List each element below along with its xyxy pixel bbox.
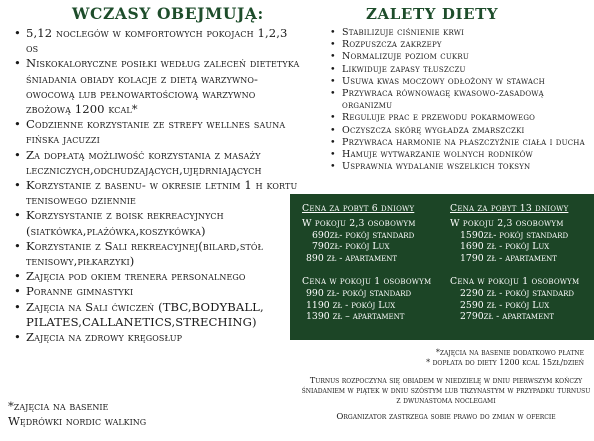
- pool-note: *zajęcia na basenie: [8, 399, 109, 413]
- list-item: • Zajęcia pod okiem trenera personalnego: [14, 269, 300, 284]
- price-group-single: Cena w pokoju 1 osobowym: [302, 275, 432, 287]
- list-item: • Normalizuje poziom cukru: [327, 51, 587, 63]
- extra-notes: [8, 399, 298, 429]
- pool-fee-note: *zajęcia na basenie dodatkowo płatne: [435, 348, 584, 357]
- list-item: • Niskokaloryczne posiłki według zaleceń dietetyka śniadania obiady kolacje z dietą warzywno-owocową lub pełnowartościową warzywno zbożową 1200 kcal*: [14, 56, 300, 117]
- list-item: • Za dopłatą możliwość korzystania z masaży leczniczych,odchudzających,ujędrniających: [14, 148, 300, 178]
- list-item: • Likwiduje zapasy tłuszczu: [327, 64, 587, 76]
- price-13-days: [450, 203, 592, 323]
- list-item: • 5,12 noclegów w komfortowych pokojach 1,2,3 os: [14, 26, 300, 56]
- list-item: • Oczyszcza skórę wygładza zmarszczki: [327, 125, 587, 137]
- price-row: 1790 zł - apartament: [460, 253, 557, 265]
- nordic-walking-note: Wędrówki nordic walking: [8, 414, 147, 428]
- diet-fee-note: * dopłata do diety 1200 kcal 15zł/dzień: [426, 358, 584, 367]
- list-item: • Reguluje prac e przewodu pokarmowego: [327, 112, 587, 124]
- price-row: 890 zł - apartament: [306, 253, 398, 265]
- price-row: 690zł- pokój standard: [312, 229, 415, 241]
- price-group-single: Cena w pokoju 1 osobowym: [450, 275, 580, 287]
- list-item: • Codzienne korzystanie ze strefy wellnes sauna fińska jacuzzi: [14, 117, 300, 147]
- price-6-days: [302, 203, 442, 323]
- list-item: • Przywraca równowagę kwasowo-zasadową organizmu: [327, 88, 587, 112]
- price-row: 2790zł - apartament: [460, 311, 554, 323]
- list-item: • Przywraca harmonie na płaszczyźnie ciała i ducha: [327, 137, 587, 149]
- price-row: 1190 zł - pokój Lux: [306, 299, 396, 311]
- price-row: 1690 zł - pokój Lux: [460, 241, 550, 253]
- diet-benefits-title: ZALETY DIETY: [366, 5, 499, 23]
- list-item: • Hamuje wytwarzanie wolnych rodników: [327, 149, 587, 161]
- price-row: 790zł- pokój Lux: [312, 241, 390, 253]
- price-row: 2290 zł - pokój standard: [460, 287, 575, 299]
- list-item: • Korzystanie z basenu- w okresie letnim 1 h kortu tenisowego dziennie: [14, 178, 300, 208]
- list-item: • Zajęcia na Sali ćwiczeń (TBC,BODYBALL, PILATES,CALLANETICS,STRECHING): [14, 300, 300, 330]
- list-item: • Korzysystanie z boisk rekreacyjnych (siatkówka,plażówka,koszykówka): [14, 208, 300, 238]
- list-item: • Poranne gimnastyki: [14, 284, 300, 299]
- turnus-info: Turnus rozpoczyna się obiadem w niedzielę w dniu pierwszym kończy śniadaniem w piątek w dniu szóstym lub trzynastym w przypadku turnusu z dwunastoma noclegami: [301, 376, 591, 405]
- offer-includes-title: WCZASY OBEJMUJĄ:: [72, 4, 264, 23]
- price-6-days-header: Cena za pobyt 6 dniowy: [302, 203, 415, 214]
- price-group-double: W pokoju 2,3 osobowym: [302, 217, 416, 229]
- list-item: • Stabilizuje ciśnienie krwi: [327, 27, 587, 39]
- diet-benefits-list: [327, 27, 587, 173]
- price-13-days-header: Cena za pobyt 13 dniowy: [450, 203, 569, 214]
- price-row: 1590zł- pokój standard: [460, 229, 569, 241]
- list-item: • Rozpuszcza zakrzepy: [327, 39, 587, 51]
- price-group-double: W pokoju 2,3 osobowym: [450, 217, 564, 229]
- list-item: • Usuwa kwas moczowy odłożony w stawach: [327, 76, 587, 88]
- list-item: • Usprawnia wydalanie wszelkich toksyn: [327, 161, 587, 173]
- list-item: • Zajęcia na zdrowy kręgosłup: [14, 330, 300, 345]
- price-row: 1390 zł – apartament: [306, 311, 405, 323]
- price-row: 990 zł- pokój standard: [306, 287, 412, 299]
- offer-includes-list: [14, 26, 300, 345]
- price-row: 2590 zł - pokój Lux: [460, 299, 550, 311]
- list-item: • Korzystanie z Sali rekreacyjnej(bilard,stół tenisowy,piłkarzyki): [14, 239, 300, 269]
- organizer-disclaimer: Organizator zastrzega sobie prawo do zmian w ofercie: [336, 412, 556, 422]
